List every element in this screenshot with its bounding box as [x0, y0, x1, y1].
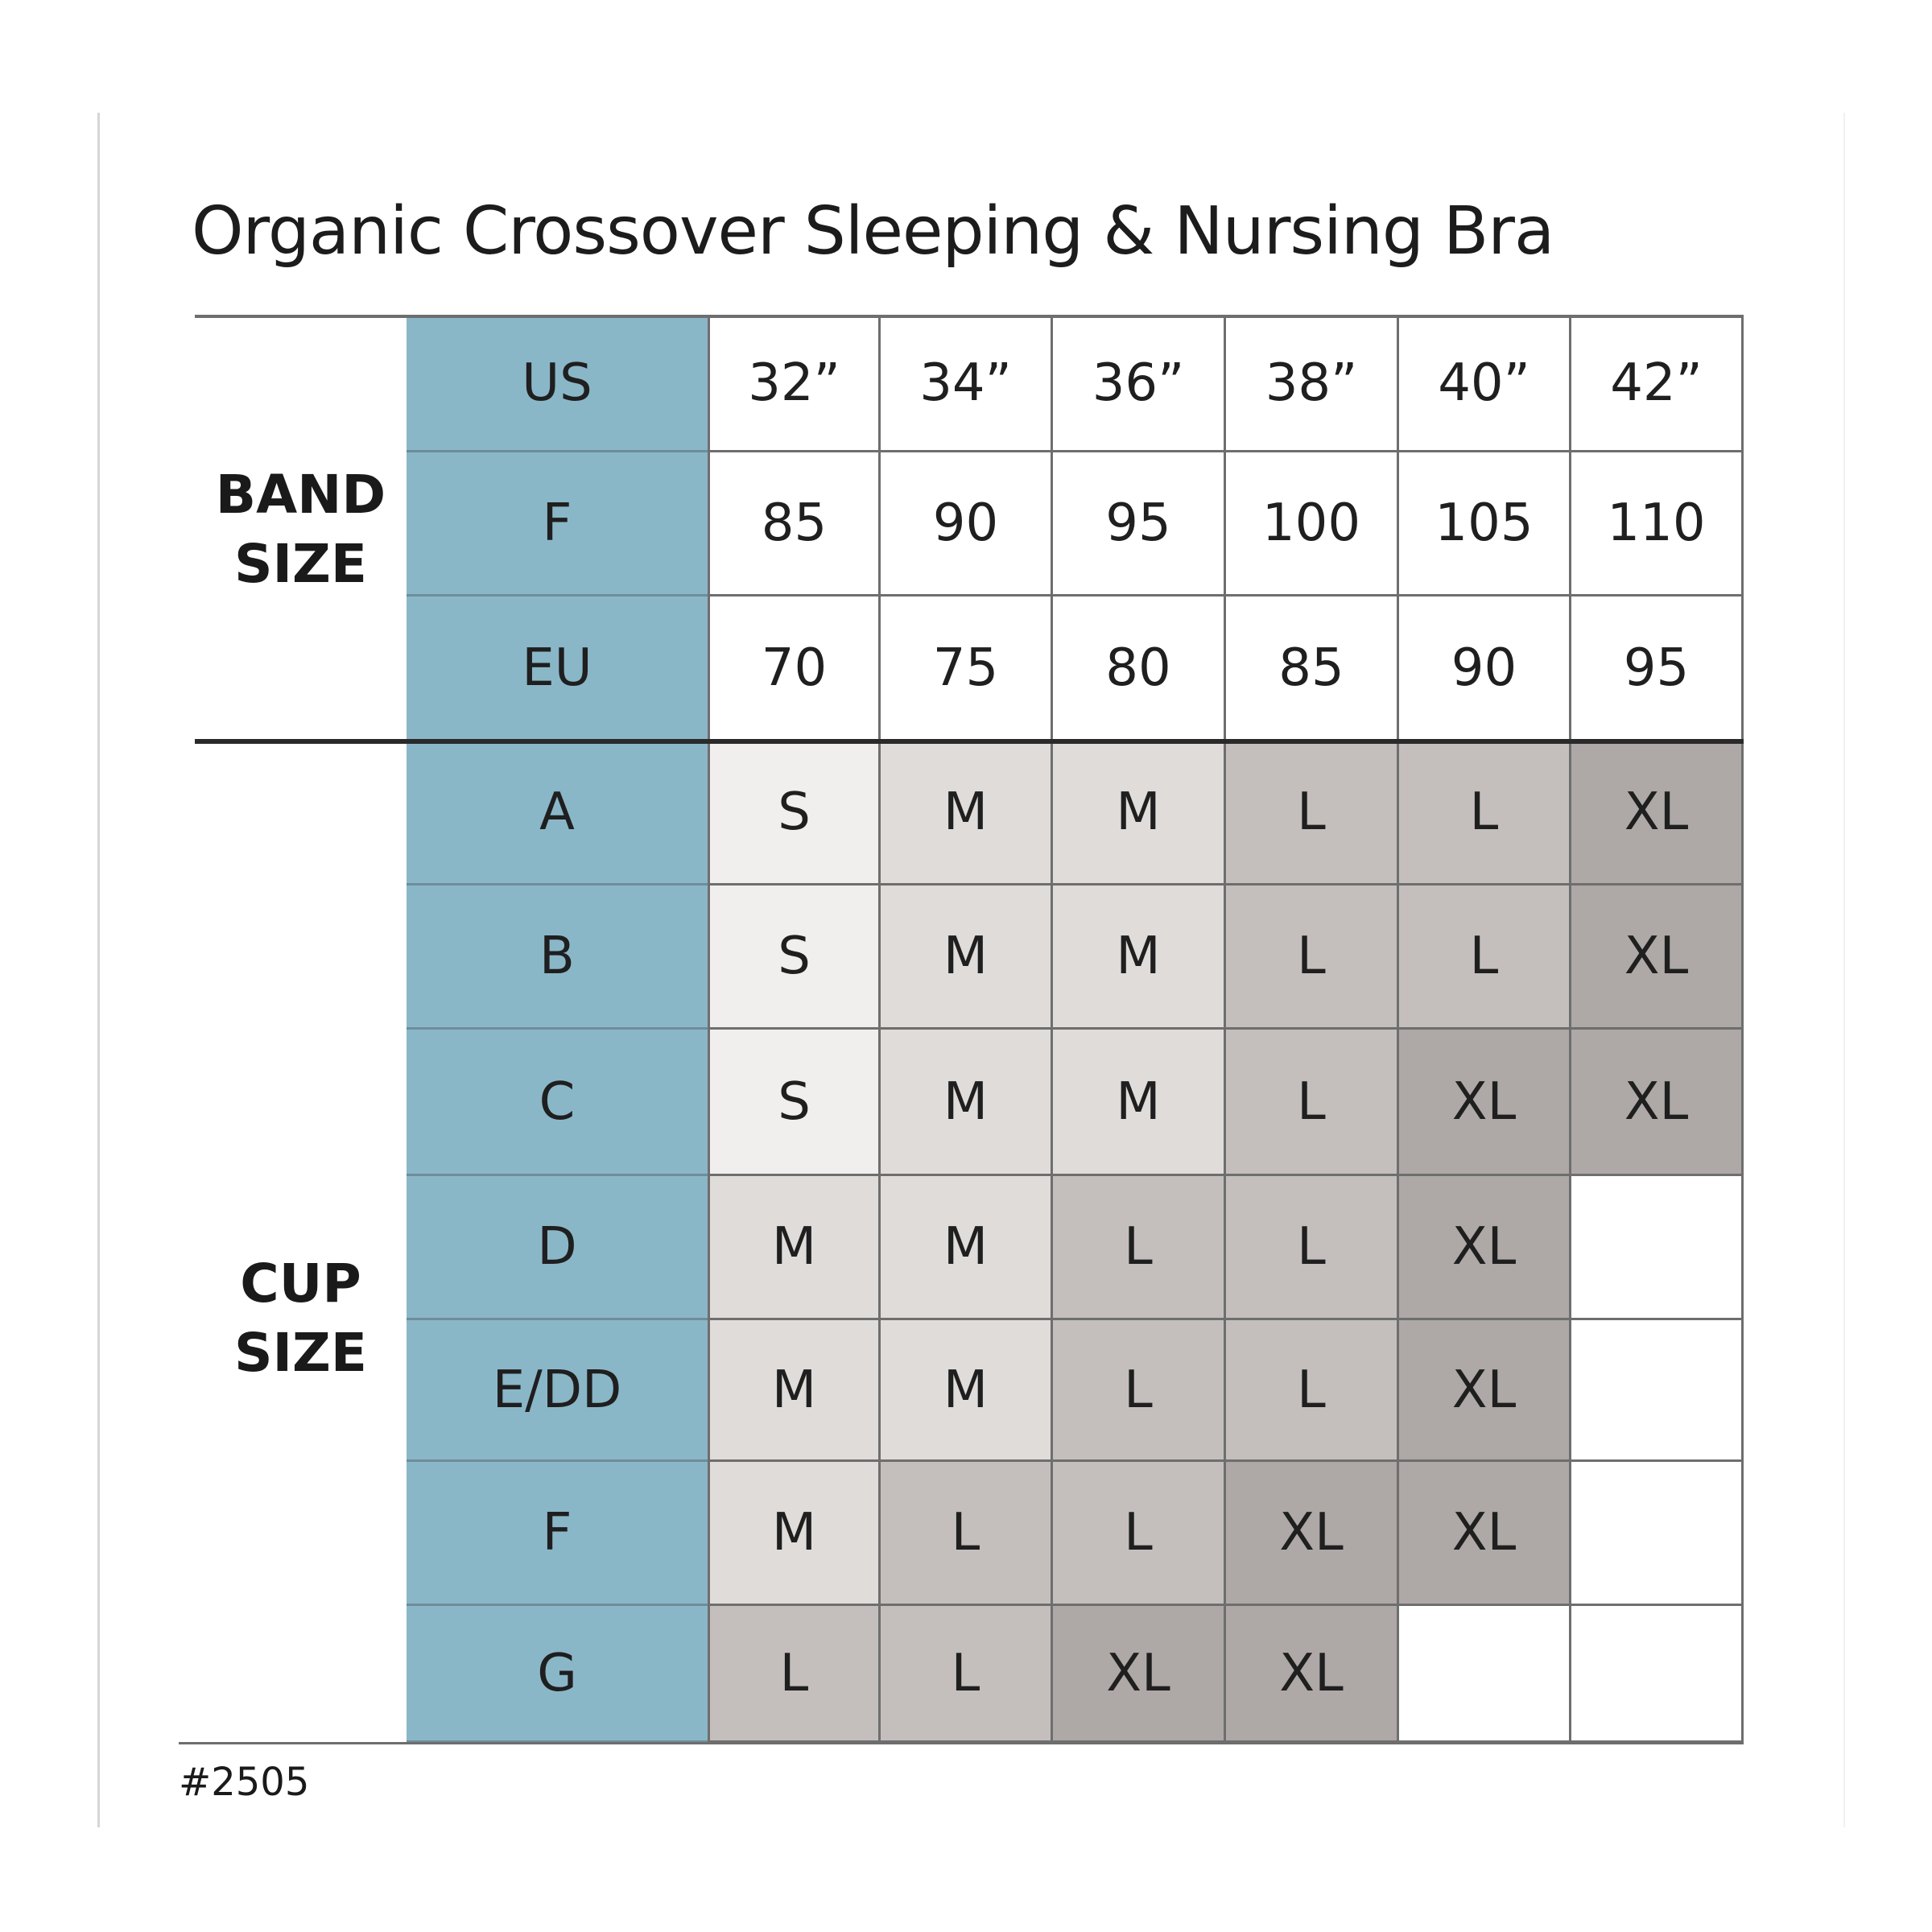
cup-size-cell	[1571, 1176, 1744, 1320]
cup-size-cell: L	[1399, 886, 1571, 1030]
band-size-cell: 80	[1053, 597, 1226, 741]
cup-size-cell: XL	[1571, 1030, 1744, 1176]
cup-size-cell: L	[1226, 886, 1399, 1030]
cup-row-label: F	[407, 1462, 708, 1606]
band-size-cell: 38”	[1226, 316, 1399, 452]
cup-size-cell: M	[881, 1030, 1053, 1176]
cup-row-label: D	[407, 1176, 708, 1320]
cup-size-cell	[1571, 1320, 1744, 1462]
cup-size-cell: L	[1226, 741, 1399, 886]
cup-size-label-line-2: SIZE	[233, 1322, 368, 1384]
band-size-cell: 100	[1226, 452, 1399, 597]
cup-size-cell: M	[881, 1320, 1053, 1462]
band-size-label	[195, 460, 407, 599]
cup-size-cell	[1571, 1462, 1744, 1606]
cup-size-cell: L	[708, 1606, 881, 1743]
band-row-label: EU	[407, 597, 708, 741]
cup-row-label: C	[407, 1030, 708, 1176]
band-size-cell: 90	[881, 452, 1053, 597]
frame-line-right	[1843, 113, 1845, 1827]
cup-size-label-line-1: CUP	[240, 1253, 361, 1315]
cup-size-cell: M	[708, 1176, 881, 1320]
cup-size-cell: L	[881, 1606, 1053, 1743]
band-size-cell: 75	[881, 597, 1053, 741]
band-size-label-line-1: BAND	[215, 464, 386, 526]
band-size-cell: 95	[1571, 597, 1744, 741]
band-size-cell: 70	[708, 597, 881, 741]
chart-title: Organic Crossover Sleeping & Nursing Bra	[192, 193, 1554, 270]
cup-size-cell: M	[1053, 886, 1226, 1030]
cup-size-cell: L	[881, 1462, 1053, 1606]
cup-size-cell: L	[1226, 1320, 1399, 1462]
cup-size-cell: M	[881, 1176, 1053, 1320]
product-code: #2505	[179, 1760, 310, 1805]
cup-size-cell: S	[708, 1030, 881, 1176]
cup-size-cell: XL	[1053, 1606, 1226, 1743]
cup-size-cell: XL	[1571, 886, 1744, 1030]
cup-size-cell	[1571, 1606, 1744, 1743]
band-size-cell: 42”	[1571, 316, 1744, 452]
band-size-cell: 110	[1571, 452, 1744, 597]
cup-size-cell: M	[708, 1462, 881, 1606]
cup-size-cell: M	[881, 886, 1053, 1030]
cup-size-cell: M	[708, 1320, 881, 1462]
cup-row-label: E/DD	[407, 1320, 708, 1462]
top-rule	[195, 315, 1744, 318]
cup-size-cell: M	[881, 741, 1053, 886]
band-size-cell: 40”	[1399, 316, 1571, 452]
band-size-cell: 34”	[881, 316, 1053, 452]
cup-size-cell: XL	[1399, 1320, 1571, 1462]
bottom-rule	[179, 1742, 1744, 1744]
band-size-cell: 85	[708, 452, 881, 597]
cup-size-cell: L	[1053, 1176, 1226, 1320]
band-size-cell: 105	[1399, 452, 1571, 597]
cup-size-cell: XL	[1226, 1462, 1399, 1606]
cup-size-cell: L	[1226, 1176, 1399, 1320]
cup-size-cell: XL	[1226, 1606, 1399, 1743]
cup-size-cell: XL	[1399, 1462, 1571, 1606]
band-size-label-line-2: SIZE	[233, 533, 368, 595]
cup-size-label	[195, 1249, 407, 1388]
cup-size-cell: S	[708, 886, 881, 1030]
cup-size-cell	[1399, 1606, 1571, 1743]
cup-row-label: A	[407, 741, 708, 886]
cup-row-label: G	[407, 1606, 708, 1743]
band-size-cell: 95	[1053, 452, 1226, 597]
band-cup-divider	[195, 739, 1744, 744]
band-size-cell: 32”	[708, 316, 881, 452]
band-row-label: US	[407, 316, 708, 452]
frame-line-left	[97, 113, 100, 1827]
band-size-cell: 90	[1399, 597, 1571, 741]
cup-size-cell: L	[1053, 1462, 1226, 1606]
band-size-cell: 85	[1226, 597, 1399, 741]
cup-size-cell: S	[708, 741, 881, 886]
band-row-label: F	[407, 452, 708, 597]
cup-size-cell: L	[1226, 1030, 1399, 1176]
band-size-cell: 36”	[1053, 316, 1226, 452]
cup-size-cell: XL	[1399, 1176, 1571, 1320]
cup-size-cell: L	[1053, 1320, 1226, 1462]
cup-size-cell: XL	[1571, 741, 1744, 886]
cup-size-cell: L	[1399, 741, 1571, 886]
cup-size-cell: M	[1053, 1030, 1226, 1176]
cup-size-cell: M	[1053, 741, 1226, 886]
cup-size-cell: XL	[1399, 1030, 1571, 1176]
cup-row-label: B	[407, 886, 708, 1030]
